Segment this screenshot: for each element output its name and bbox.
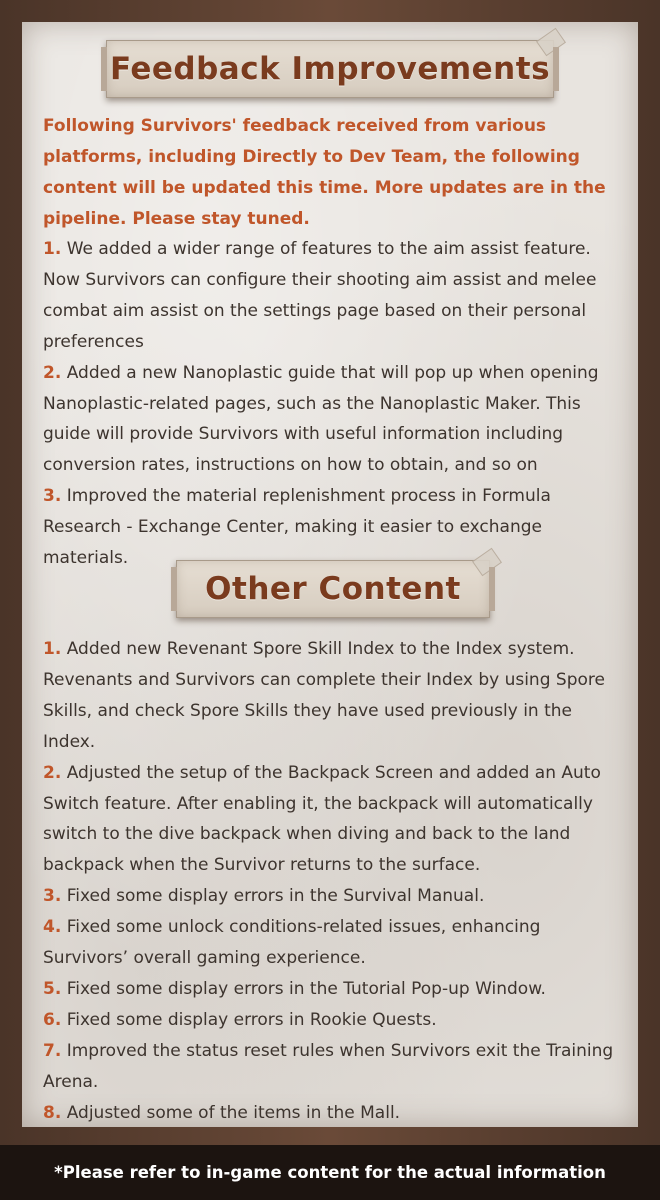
item-number: 7.: [43, 1040, 62, 1061]
item-number: 5.: [43, 978, 62, 999]
item-text: Improved the status reset rules when Survivors exit the Training Arena.: [43, 1040, 614, 1092]
item-number: 1.: [43, 639, 62, 659]
other-content-list: [43, 634, 623, 1129]
item-number: 2.: [43, 762, 62, 783]
list-item: [43, 234, 623, 358]
list-item: [43, 912, 623, 974]
list-item: [43, 634, 623, 758]
section-banner-feedback: [106, 40, 554, 98]
item-number: 3.: [43, 486, 62, 507]
item-text: We added a wider range of features to the aim assist feature. Now Survivors can configure their shooting aim assist and melee combat aim assist on the settings page based on their personal preferences: [43, 239, 597, 352]
item-text: Adjusted the setup of the Backpack Screen and added an Auto Switch feature. After enabling it, the backpack will automatically switch to the dive backpack when diving and back to the land backpack when the Survivor returns to the surface.: [43, 762, 601, 876]
item-number: 6.: [43, 1009, 62, 1030]
list-item: [43, 1005, 623, 1036]
item-text: Added new Revenant Spore Skill Index to the Index system. Revenants and Survivors can complete their Index by using Spore Skills, and check Spore Skills they have used previously in the Index.: [43, 639, 605, 752]
section-banner-other: [176, 560, 490, 618]
section-title-feedback: Feedback Improvements: [109, 51, 551, 87]
item-number: 3.: [43, 886, 62, 907]
list-item: [43, 758, 623, 882]
item-text: Improved the material replenishment process in Formula Research - Exchange Center, making it easier to exchange materials.: [43, 486, 551, 569]
item-text: Adjusted some of the items in the Mall.: [66, 1102, 401, 1123]
feedback-list: [43, 234, 623, 574]
item-number: 4.: [43, 917, 62, 938]
footer-disclaimer: *Please refer to in-game content for the actual information: [54, 1163, 606, 1182]
list-item: [43, 358, 623, 482]
list-item: [43, 974, 623, 1005]
item-number: 2.: [43, 362, 62, 383]
footer-bar: [0, 1145, 660, 1200]
item-text: Fixed some display errors in Rookie Quests.: [66, 1009, 437, 1030]
item-number: 1.: [43, 239, 62, 259]
item-number: 8.: [43, 1102, 62, 1123]
intro-text: Following Survivors' feedback received from various platforms, including Directly to Dev Team, the following content will be updated this time. More updates are in the pipeline. Please stay tuned.: [43, 116, 606, 229]
item-text: Fixed some display errors in the Tutorial Pop-up Window.: [66, 978, 546, 999]
item-text: Fixed some unlock conditions-related issues, enhancing Survivors’ overall gaming experience.: [43, 917, 541, 969]
list-item: [43, 1098, 623, 1129]
item-text: Fixed some display errors in the Survival Manual.: [66, 886, 485, 907]
list-item: [43, 881, 623, 912]
section-title-other: Other Content: [205, 571, 461, 607]
list-item: [43, 1036, 623, 1098]
item-text: Added a new Nanoplastic guide that will pop up when opening Nanoplastic-related pages, such as the Nanoplastic Maker. This guide will provide Survivors with useful information including conversion rates, instructions on how to obtain, and so on: [43, 362, 599, 476]
